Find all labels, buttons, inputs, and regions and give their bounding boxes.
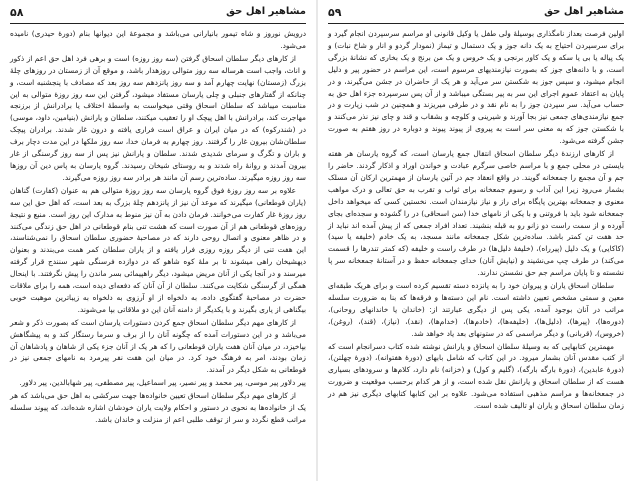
left-running-title: مشاهیر اهل حق [226, 6, 306, 17]
right-page [318, 0, 634, 481]
right-page-header [328, 6, 624, 20]
paragraph: از کارهای ارزندهٔ دیگر سلطان اسحاق انتقال جمع یارسان است، که گروه یارسان هر هفته بایستی در محلی جمع و با مراسم خاصی سرگرم عبادت و خواندن اوراد و اذکار گردند. حاضر را جم و آن مجمع را جمعخانه گویند. در واقع انعقاد جم در آئین یارسان از مهمترین ارکان آن مسلک بشمار می‌رود زیرا این آداب و رسوم جمعخانه برای ثواب و تقرب به حق تعالی و درک مواهب معنوی و جمعخانه بهترین پایگاه برای راز و نیاز نیازمندان است. نخستین کسی که میخواهد داخل جمعخانه شود باید با فروتنی و با یکی از نامهای خدا (سن اسحاقی) در را گشوده و سجده‌ای بجای آورده و از سمت راست دو زانو رو به قبله بنشیند. تعداد افراد جمعی که از پیش آمده اند نباید از حد هفت تن کمتر باشد. ساده‌ترین شکل جمعخانه مانند مسجد، به یک خادم (خلیفه یا سید) (کاکایی) و یک دلیل (پیرراه)، (خلیفهٔ دلیل‌ها) در طرف راست و خلیفه (که کمتر تندرها را قسمت می‌کند) در طرف چپ می‌نشیند و (نیایش آنان) خدای جمعخانه حفظ و در آستانهٔ جمعخانه سر پا نشسته و تا پایان مراسم جم حق نشستن ندارند. [328, 149, 624, 278]
right-page-number: ۵۹ [328, 6, 342, 19]
left-page-header [10, 6, 306, 20]
paragraph: از کارهای مهم دیگر سلطان اسحاق جمع کردن دستورات یارسان است که بصورت ذکر و شعر می‌باشد و در این دستورات آمده که چگونه آنان را از برف و سرما رستگار کند و به پیشگاهش بپاخیزد، در میان آنان هفت یاران قوطعانی را که هر یک از آنان جزء یکی از شاهان و پادشاهان آن زمان بودند، امر به فرهنگ خود کرد. در میان این هفت نفر پیرمرد به نامهای جمعی نیز در قوطعانی به شکل دیگر در آمدند. [10, 317, 306, 375]
left-page [0, 0, 316, 481]
paragraph: از کارهای دیگر سلطان اسحاق گرفتن (سه روز روزه) است و برهی فرد اهل حق اعم از ذکور و اناث، واجب است هرساله سه روز متوالی روزهدار باشد، و موقع آن از زمستان در روزهای چلهٔ بزرگ (زمستان) نهایت چهارم آمد و سه روز پانزدهم سه روز بعد که مصادف با پنجشنبه است، و چنانکه از گفتارهای جنبلی و چلی یارسان مستفاد میشود، گرفتن این سه روز روزهٔ متوالی به این مناسبت میباشد که سلطان اسحاق وقتی میخواست به واسطهٔ اختلاف یا برادرانش از برزنجه مهاجرت کند، برادرانش با اهل پیچک او را تعقیب میکنند، سلطان و یارانش (بنیامین، داود، موسی) در (شندرکوه) که در میان ایران و عراق است فراری یافته و درون غار شدند. برادران پیچک سلطان‌شان بیرون غار را گرفتند. روز چهارم به فرمان خدا، سه روز ملکها در این مدت دچار برف و باران و تگرگ و سرمای شدیدی شدند. سلطان و یارانش نیز پس از سه روز گرسنگی از غار بیرون آمدند و روانهٔ راه شدند و به روستای شیخان رسیدند. گروه یارسان به پاس دین آن روزها سه روز روزه میگیرند. ساده‌ترین رسم آن مانند هر برادر سه روز روزه می‌گیرند. [10, 53, 306, 182]
paragraph: درویش نوروز و شاه تیمور بانیارانی می‌باشد و مجموعهٔ این دیوانها بنام (دورهٔ حیدری) نامیده می‌شود. [10, 29, 306, 50]
right-header-rule [328, 23, 624, 24]
left-page-number: ۵۸ [10, 6, 24, 19]
paragraph: اولین فرصت بعداز نامگذاری بوسیلهٔ ولی طفل یا وکیل قانونی او مراسم سرسپردن انجام گیرد و برای سرسپردن احتیاج به یک دانه جوز و یک دستمال و تیماز (نمودار گردو و انار و شاخ نبات) و یک پیاله یا بی یا سکه و یک کاور برنجی و یک خروس و یک من برنج و یک بخاری که نشانهٔ بزرگی است، و با دانه‌های جوز که بصورت نیازمندیهای مرسوم است، این مراسم در حضور پیر و دلیل انجام میشود، و سپس جوز به شکستن سر می‌آید و هر یک از حاضران در جشن می‌گیرند، و در پایان به اعتقاد عموم اجرای این سر به پیر بستگی میباشد و از آن پس سرسپرده جزء اهل حق به حساب می‌آید. سر سپردن جوز را به نام نقد و در طرفی میریزند و همچنین در شب زیارت و در جمع نیازمندی‌های جمعی نیز بجا آورند و شیرینی و کلوچه و بشقاب و قند و چای نیز نذر می‌کنند و با شکستن جوز که به معنی سر است به پیروی از پیوند پیوند و دوباره در روز هفتم به صورت جشن گرفته می‌شود. [328, 29, 624, 146]
right-running-title: مشاهیر اهل حق [544, 6, 624, 17]
left-header-rule [10, 23, 306, 24]
paragraph: از کارهای مهم دیگر سلطان اسحاق تعیین خانواده‌ها جهت سرکشی به اهل حق می‌باشد که هر یک از خانواده‌ها به نحوی در دستور و احکام ولایت یاران خودشان اشاره شده‌اند، که پیوند سلسله مراتب قطع نگردد و سر از توقف طلبی اعم از منزلت و خاندان باشد. [10, 391, 306, 424]
paragraph: پیر دلاور پیر موسی، پیر محمد و پیر نصیر، پیر اسماعیل، پیر مصطفی، پیر شهابالدین، پیر دلاور. [19, 378, 306, 388]
left-body-text [10, 28, 306, 426]
paragraph: علاوه بر سه روز روزهٔ فوق گروه یارسان سه روز روزهٔ متوالی هم به عنوان (کفارت) گناهان (یاران قوطعانی) میگیرند که موعد آن نیز از پانزدهم چلهٔ بزرگ به بعد است، که اهل حق این سه روز روزهٔ غار کفارت می‌خوانند. فرمان دادن به آن نیز منوط به مدارک این روز است. منبع و نتیجهٔ روزه‌های قوطعانی هم از آن صورت است که هشت تنی بنام قوطعانی در اهل حق زندگی می‌کنند و در ظاهر معنوی و اتصال روحی دارند که در مصاحبهٔ حضوری سلطان اسحاق را نمی‌شناسند، این هفت تنی از دیگر روزه روزی فرار یافته و از یاران سلطان کمر همت می‌بندند و بعنوان دیهشیخان راهی میشوند تا بر ملهٔ کوه شاهو که در دوازده فرسنگی شهر سنندج قرار گرفته میرسند و در آنجا یکی از آنان مریض میشود، دیگر راهپیمائی بسر ماندن را پیش نگرفتند. با اینحال همگی از گرسنگی شکایت می‌کنند. سلطان از آن آنان که دفعه‌ای دیده است، همه را برای ملاقات حضرت در مصاحبهٔ گفتگوی داده، به دلخواه از او آرزوی به دلخواه به زیباترین موهبت خوبی بیگناهی از یاری بگیرند و با یکدیگر از دامنه آنان این دو ملاقاتی بپا می‌شوند. [10, 185, 306, 314]
right-body-text [328, 28, 624, 412]
paragraph: مهمترین کتابهایی که به وسیلهٔ سلطان اسحاق و یارانش نوشته شده کتاب دسرانجام است که از کتب مقدس آنان بشمار میرود. در این کتاب که شامل بابهای (دورهٔ هفتوانه)، (دورهٔ چهلتن)، (دورهٔ عابدین)، (دورهٔ بارگه بارگه)، (گلیم و کول) و (خزانه) نام دارد، کلام‌ها و سرودهای بسیاری هست که از سلطان اسحاق و یارانش نقل شده است، و از هر کدام برحسب موقعیت و ضرورت در جمعخانه‌ها و مراسم مذهبی استفاده می‌شود. علاوه بر این کتابها کتابهای دیگری نیز هم در زمان سلطان اسحاق و یاران او تالیف شده است. [328, 341, 624, 411]
paragraph: سلطان اسحاق یاران و پیروان خود را به پانزده دسته تقسیم کرده است و برای هریک طبقه‌ای معین و سمتی مشخص تعیین داشته است. نام این دسته‌ها و فرقه‌ها که بنا به ضرورت سلسله مراتب در آنان بوجود آمده، یکی پس از دیگری عبارتند از: (خاندان یا خاندانهای روحانی)، (دوره‌ها)، (پیرها)، (دلیل‌ها)، (خلیفه‌ها)، (خادم‌ها)، (خدام‌ها)، (نقد)، (نیاز)، (قند)، (روغن)، (خروس)، (قربانی) و دیگر مراسمی که در ستونهای بعد یاد خواهد شد. [328, 281, 624, 338]
